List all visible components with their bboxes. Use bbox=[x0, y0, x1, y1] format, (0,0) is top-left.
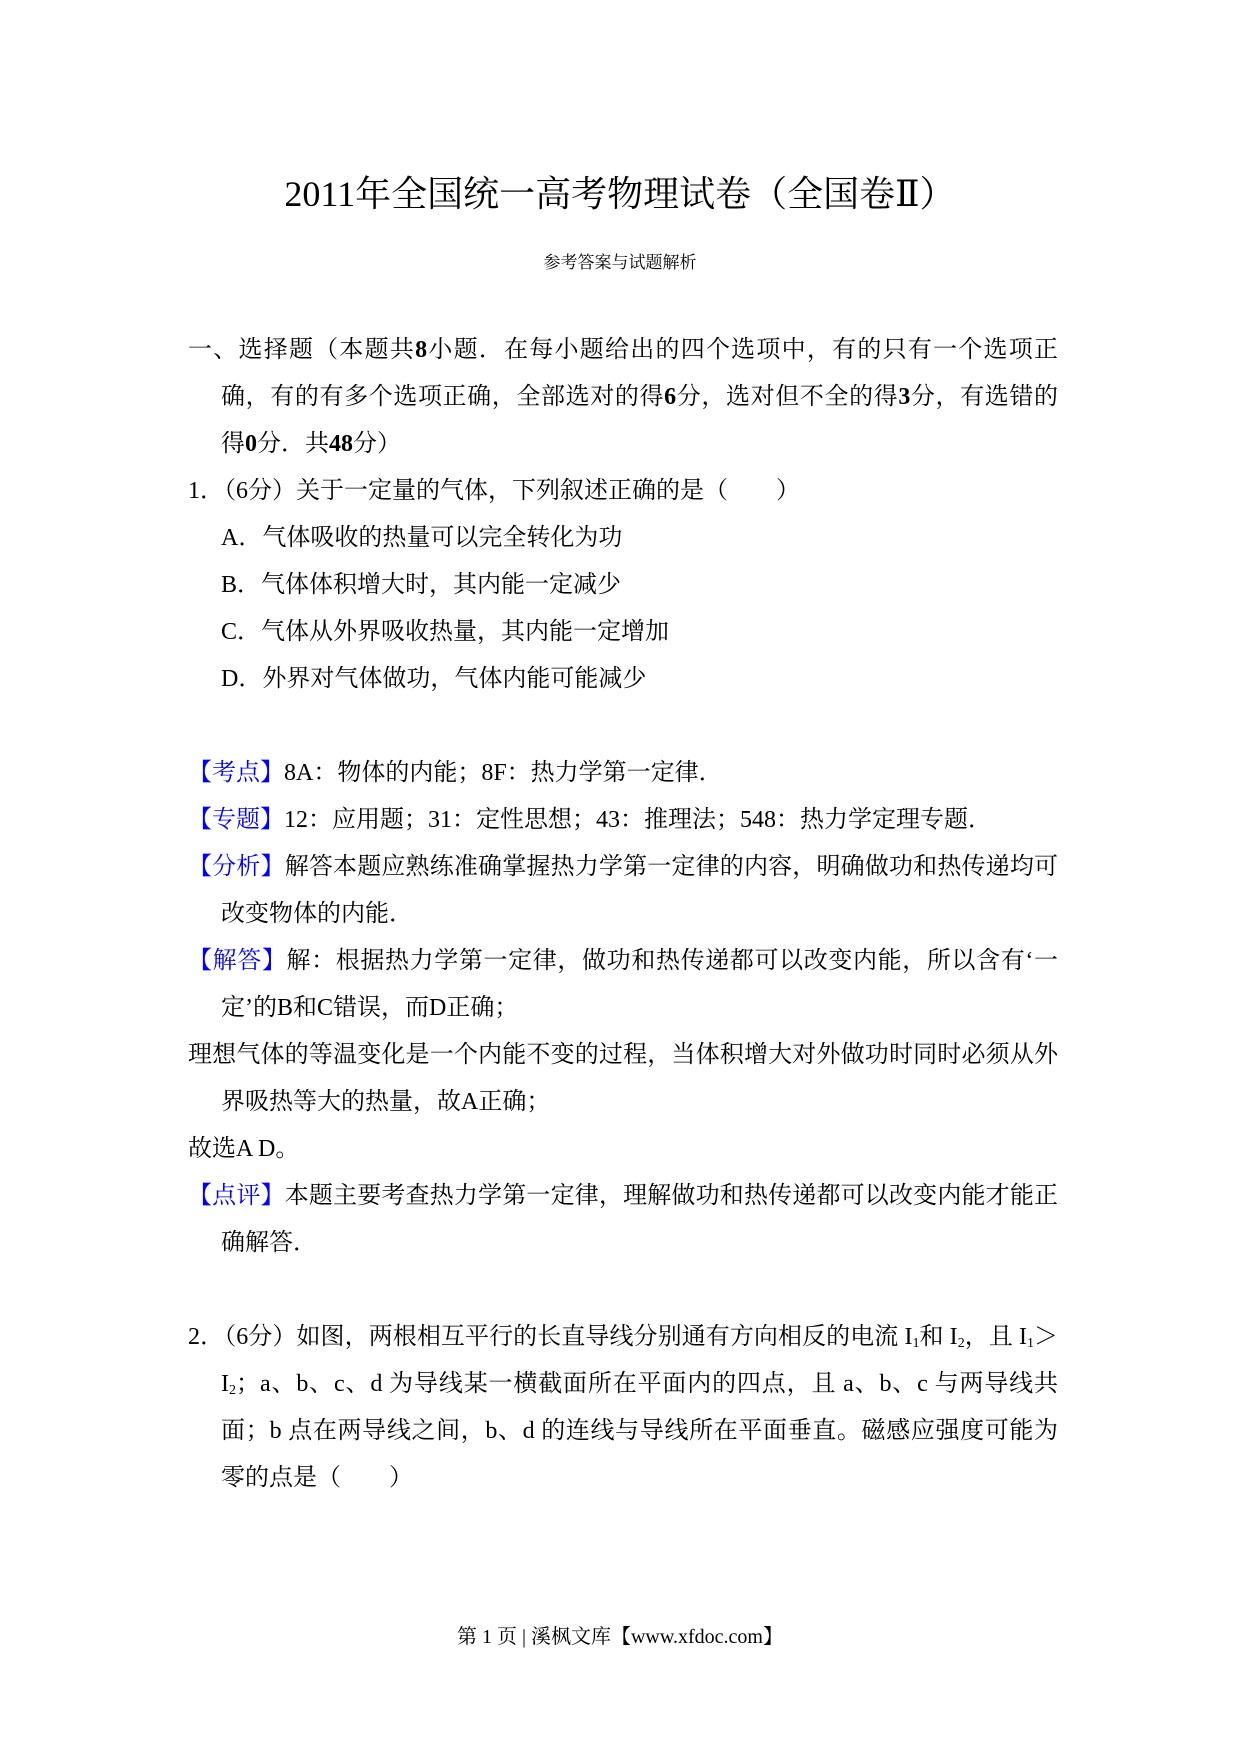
dianping-paragraph: 【点评】本题主要考查热力学第一定律，理解做功和热传递都可以改变内能才能正确解答． bbox=[188, 1183, 1058, 1256]
page-footer: 第 1 页 | 溪枫文库【www.xfdoc.com】 bbox=[456, 1626, 783, 1648]
question-1-stem: 1．（6分）关于一定量的气体，下列叙述正确的是（ ） bbox=[188, 478, 800, 504]
jieda-tag: 【解答】 bbox=[188, 948, 287, 974]
kaodian-paragraph: 【考点】8A：物体的内能；8F：热力学第一定律． bbox=[188, 760, 723, 786]
zhuanti-tag: 【专题】 bbox=[188, 807, 284, 833]
zhuanti-paragraph: 【专题】12：应用题；31：定性思想；43：推理法；548：热力学定理专题． bbox=[188, 807, 992, 833]
question-1-option-d: D．外界对气体做功，气体内能可能减少 bbox=[221, 666, 647, 692]
question-1-option-a: A．气体吸收的热量可以完全转化为功 bbox=[221, 525, 623, 551]
spacer bbox=[188, 1267, 1058, 1314]
fenxi-tag: 【分析】 bbox=[188, 854, 285, 880]
question-2-stem: 2．（6分）如图，两根相互平行的长直导线分别通有方向相反的电流 $I_1$和 $I_2$，且 $I_1>I_2$；a、b、c、d 为导线某一横截面所在平面内的四点，且 a、b、c 与两导线共面；b 点在两导线之间，b、d 的连线与导线所在平面垂直。磁感应强度可能为零的点是（ ） bbox=[188, 1324, 1058, 1491]
fenxi-paragraph: 【分析】解答本题应熟练准确掌握热力学第一定律的内容，明确做功和热传递均可改变物体的内能． bbox=[188, 854, 1058, 927]
jieda-paragraph-3: 故选A D。 bbox=[188, 1136, 300, 1162]
spacer bbox=[188, 703, 1058, 750]
jieda-paragraph: 【解答】解：根据热力学第一定律，做功和热传递都可以改变内能，所以含有‘一定’的B和C错误，而D正确； bbox=[188, 948, 1058, 1021]
section-heading: 一、选择题（本题共8小题．在每小题给出的四个选项中，有的只有一个选项正确，有的有多个选项正确，全部选对的得6分，选对但不全的得3分，有选错的得0分．共48分） bbox=[188, 337, 1059, 457]
dianping-tag: 【点评】 bbox=[188, 1183, 285, 1209]
question-1-option-b: B．气体体积增大时，其内能一定减少 bbox=[221, 572, 622, 598]
document-body bbox=[188, 327, 1058, 1502]
document-title: 2011年全国统一高考物理试卷（全国卷Ⅱ） bbox=[284, 174, 956, 214]
jieda-paragraph-2: 理想气体的等温变化是一个内能不变的过程，当体积增大对外做功时同时必须从外界吸热等大的热量，故A正确； bbox=[188, 1042, 1058, 1115]
kaodian-tag: 【考点】 bbox=[188, 760, 284, 786]
question-1-option-c: C．气体从外界吸收热量，其内能一定增加 bbox=[221, 619, 670, 645]
document-subtitle: 参考答案与试题解析 bbox=[543, 253, 697, 272]
